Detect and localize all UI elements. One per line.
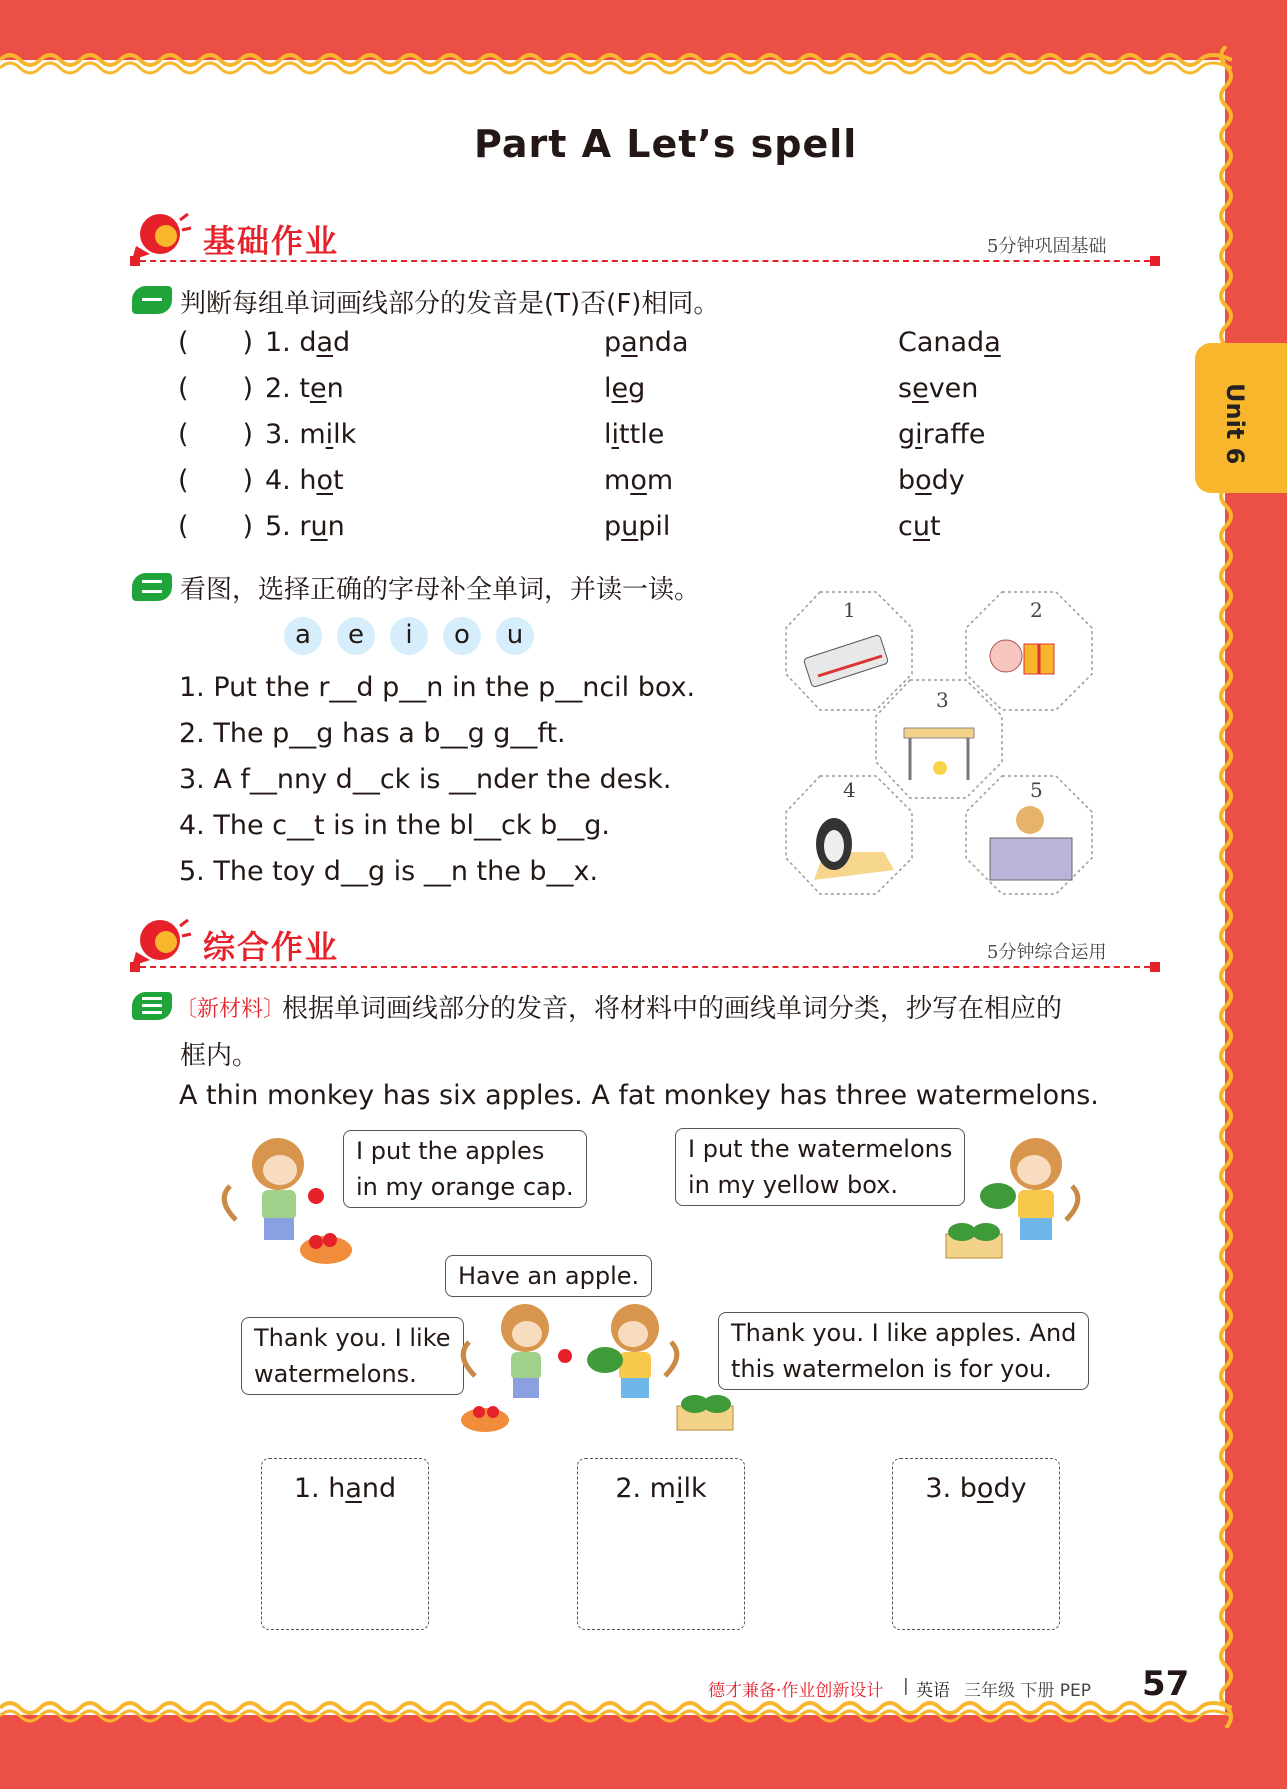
footer-subject: 英语 (916, 1681, 950, 1701)
bubble-4-line2: watermelons. (254, 1360, 417, 1388)
section-note-comprehensive: 5分钟综合运用 (987, 942, 1107, 963)
picture-number-5: 5 (1030, 778, 1043, 802)
q2-sentence-2: 2. The p__g has a b__g g__ft. (179, 718, 566, 749)
q1-word-3: body (898, 465, 965, 496)
q1-word-2: leg (604, 373, 646, 404)
divider-endcap (1150, 962, 1160, 972)
monkeys-sharing-illustration (455, 1296, 745, 1436)
speech-bubble-2 (675, 1128, 965, 1206)
q1-word-1: 5. run (265, 511, 345, 542)
speech-bubble-5 (718, 1312, 1089, 1390)
divider (130, 966, 1160, 968)
answer-paren[interactable]: ( ) (178, 511, 254, 542)
answer-paren[interactable]: ( ) (178, 465, 254, 496)
vowel-chip: u (496, 617, 534, 655)
bubble-5-line2: this watermelon is for you. (731, 1355, 1052, 1383)
q1-word-3: Canada (898, 327, 1001, 358)
alarm-bell-icon (130, 912, 192, 968)
answer-box-2-suffix: lk (683, 1473, 707, 1504)
answer-box-3-suffix: dy (993, 1473, 1027, 1504)
answer-paren[interactable]: ( ) (178, 419, 254, 450)
answer-paren[interactable]: ( ) (178, 327, 254, 358)
vowel-chip: e (337, 617, 375, 655)
q1-word-2: pupil (604, 511, 671, 542)
footer-grade: 三年级 下册 PEP (964, 1681, 1092, 1701)
footer-brand: 德才兼备·作业创新设计 (708, 1681, 884, 1701)
picture-number-1: 1 (843, 598, 856, 622)
q1-word-3: cut (898, 511, 941, 542)
speech-bubble-3: Have an apple. (445, 1255, 652, 1297)
section-note-basic: 5分钟巩固基础 (987, 236, 1107, 257)
alarm-bell-icon (130, 206, 192, 262)
q1-word-2: little (604, 419, 665, 450)
question-badge-3 (132, 992, 172, 1020)
answer-box-1-suffix: nd (361, 1473, 397, 1504)
section-heading-comprehensive: 综合作业 (203, 928, 340, 966)
divider-endcap (1150, 256, 1160, 266)
q1-word-1: 4. hot (265, 465, 344, 496)
question-badge-2 (132, 573, 172, 601)
answer-box-3-vowel: o (976, 1473, 994, 1504)
picture-number-2: 2 (1030, 598, 1043, 622)
q1-word-3: giraffe (898, 419, 986, 450)
q2-instruction: 看图，选择正确的字母补全单词，并读一读。 (180, 575, 701, 605)
q2-sentence-3: 3. A f__nny d__ck is __nder the desk. (179, 764, 672, 795)
q3-instruction-line1: 根据单词画线部分的发音，将材料中的画线单词分类，抄写在相应的 (282, 994, 1063, 1024)
answer-paren[interactable]: ( ) (178, 373, 254, 404)
footer-divider: | (903, 1676, 909, 1696)
wavy-border-bottom (0, 1698, 1232, 1728)
answer-box-2[interactable] (577, 1458, 745, 1630)
bubble-2-line1: I put the watermelons (688, 1135, 953, 1163)
divider-endcap (130, 962, 140, 972)
wavy-border-top (0, 46, 1232, 76)
bubble-1-line1: I put the apples (356, 1137, 545, 1165)
speech-bubble-4 (241, 1317, 464, 1395)
q3-tag: 〔新材料〕 (175, 997, 286, 1022)
q1-word-2: mom (604, 465, 674, 496)
answer-box-3[interactable] (892, 1458, 1060, 1630)
unit-tab[interactable] (1195, 343, 1287, 493)
page-number: 57 (1142, 1664, 1190, 1704)
page-title: Part A Let’s spell (474, 122, 858, 166)
divider (130, 260, 1160, 262)
section-heading-basic: 基础作业 (203, 222, 340, 260)
q2-sentence-5: 5. The toy d__g is __n the b__x. (179, 856, 599, 887)
q2-picture-panel (784, 590, 1100, 908)
q1-word-1: 3. milk (265, 419, 357, 450)
q1-instruction: 判断每组单词画线部分的发音是(T)否(F)相同。 (180, 289, 720, 319)
answer-box-3-prefix: 3. b (925, 1473, 977, 1504)
divider-endcap (130, 256, 140, 266)
q1-word-1: 1. dad (265, 327, 351, 358)
answer-box-2-vowel: i (676, 1473, 684, 1504)
q3-story: A thin monkey has six apples. A fat monkey has three watermelons. (179, 1080, 1099, 1111)
q2-sentence-4: 4. The c__t is in the bl__ck b__g. (179, 810, 610, 841)
answer-box-1-prefix: 1. h (293, 1473, 346, 1504)
monkey-thin-apples-illustration (216, 1130, 366, 1270)
vowel-chip: a (284, 617, 322, 655)
monkey-fat-watermelons-illustration (936, 1130, 1086, 1270)
answer-box-1[interactable] (261, 1458, 429, 1630)
picture-number-4: 4 (843, 778, 856, 802)
wavy-border-right (1210, 46, 1240, 1728)
bubble-2-line2: in my yellow box. (688, 1171, 898, 1199)
question-badge-1 (132, 286, 172, 314)
bubble-1-line2: in my orange cap. (356, 1173, 574, 1201)
unit-tab-label: Unit 6 (1221, 383, 1249, 465)
q1-word-2: panda (604, 327, 689, 358)
answer-box-2-prefix: 2. m (615, 1473, 676, 1504)
q1-word-3: seven (898, 373, 979, 404)
q3-instruction-line2: 框内。 (180, 1041, 259, 1071)
answer-box-1-vowel: a (345, 1473, 362, 1504)
vowel-chip: o (443, 617, 481, 655)
bubble-5-line1: Thank you. I like apples. And (731, 1319, 1077, 1347)
picture-number-3: 3 (936, 688, 949, 712)
q1-word-1: 2. ten (265, 373, 344, 404)
speech-bubble-1 (343, 1130, 587, 1208)
q2-sentence-1: 1. Put the r__d p__n in the p__ncil box. (179, 672, 696, 703)
bubble-4-line1: Thank you. I like (254, 1324, 451, 1352)
vowel-chip: i (390, 617, 428, 655)
